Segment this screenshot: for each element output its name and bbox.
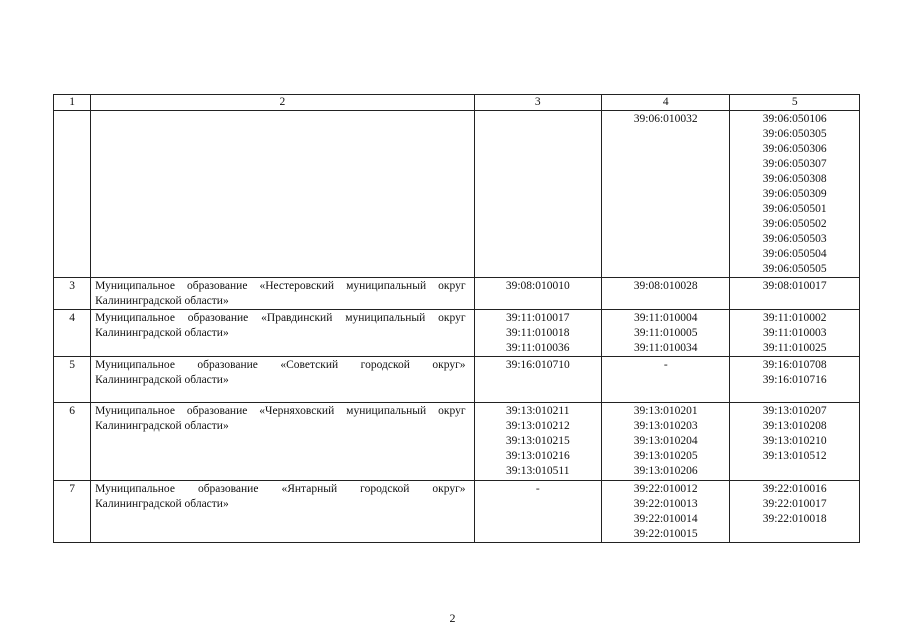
row-number: 4 xyxy=(54,310,91,357)
cadastral-cell-col3 xyxy=(474,357,601,403)
cadastral-code: 39:22:010014 xyxy=(633,513,698,525)
cadastral-code: 39:16:010710 xyxy=(505,359,570,371)
header-col-3: 3 xyxy=(474,95,601,111)
header-col-5: 5 xyxy=(730,95,860,111)
cadastral-code: 39:22:010013 xyxy=(633,498,698,510)
cadastral-code: 39:22:010016 xyxy=(762,483,827,495)
cadastral-code: 39:13:010205 xyxy=(633,450,698,462)
cadastral-cell-col5 xyxy=(730,111,860,278)
municipality-cell xyxy=(91,403,474,481)
cadastral-code: 39:11:010018 xyxy=(506,327,570,339)
header-col-2: 2 xyxy=(91,95,474,111)
cadastral-code: 39:13:010204 xyxy=(633,435,698,447)
row-number: 5 xyxy=(54,357,91,403)
cadastral-code: 39:08:010010 xyxy=(505,280,570,292)
cadastral-code: 39:22:010018 xyxy=(762,513,827,525)
municipality-cell xyxy=(91,357,474,403)
cadastral-code: 39:06:050307 xyxy=(762,158,827,170)
municipality-name: Муниципальное образование «Советский городской округ» Калининградской области» xyxy=(95,359,466,386)
cadastral-code: 39:11:010017 xyxy=(506,312,570,324)
cadastral-cell-col5 xyxy=(730,278,860,310)
cadastral-code: 39:13:010511 xyxy=(506,465,570,477)
cadastral-cell-col5 xyxy=(730,403,860,481)
cadastral-cell-col3 xyxy=(474,403,601,481)
cadastral-cell-col5 xyxy=(730,357,860,403)
cadastral-code: 39:13:010212 xyxy=(505,420,570,432)
cadastral-cell-col5 xyxy=(730,481,860,543)
cadastral-cell-col5 xyxy=(730,310,860,357)
header-col-1: 1 xyxy=(54,95,91,111)
cadastral-code: 39:13:010216 xyxy=(505,450,570,462)
municipality-cell xyxy=(91,278,474,310)
cadastral-code: 39:11:010034 xyxy=(634,342,698,354)
cadastral-code: 39:13:010512 xyxy=(762,450,827,462)
row-number xyxy=(54,111,91,278)
cadastral-code: 39:08:010028 xyxy=(633,280,698,292)
cadastral-code: 39:22:010017 xyxy=(762,498,827,510)
cadastral-cell-col3 xyxy=(474,111,601,278)
table-row xyxy=(54,310,860,357)
cadastral-cell-col3 xyxy=(474,278,601,310)
cadastral-code: 39:16:010708 xyxy=(762,359,827,371)
cadastral-code: 39:06:050308 xyxy=(762,173,827,185)
cadastral-code: 39:13:010201 xyxy=(633,405,698,417)
cadastral-cell-col4 xyxy=(602,111,730,278)
cadastral-code: 39:06:050505 xyxy=(762,263,827,275)
municipality-name: Муниципальное образование «Янтарный городской округ» Калининградской области» xyxy=(95,483,466,510)
page-number: 2 xyxy=(449,611,456,625)
cadastral-code: 39:06:050305 xyxy=(762,128,827,140)
cadastral-code: 39:13:010206 xyxy=(633,465,698,477)
cadastral-cell-col3 xyxy=(474,310,601,357)
municipality-name: Муниципальное образование «Нестеровский муниципальный округ Калининградской области» xyxy=(95,280,466,307)
cadastral-code: - xyxy=(535,483,540,495)
cadastral-cell-col4 xyxy=(602,278,730,310)
cadastral-code: 39:06:050503 xyxy=(762,233,827,245)
municipality-name: Муниципальное образование «Правдинский муниципальный округ Калининградской области» xyxy=(95,312,466,339)
cadastral-code: 39:11:010036 xyxy=(506,342,570,354)
cadastral-code: 39:06:050309 xyxy=(762,188,827,200)
municipality-cell xyxy=(91,310,474,357)
cadastral-code: 39:13:010203 xyxy=(633,420,698,432)
header-row xyxy=(54,95,860,111)
header-col-4: 4 xyxy=(602,95,730,111)
cadastral-code: 39:11:010004 xyxy=(634,312,698,324)
cadastral-code: 39:08:010017 xyxy=(762,280,827,292)
land-plots-table xyxy=(53,94,860,543)
municipality-cell xyxy=(91,111,474,278)
cadastral-cell-col4 xyxy=(602,310,730,357)
cadastral-code: 39:13:010211 xyxy=(506,405,570,417)
cadastral-code: 39:11:010003 xyxy=(763,327,827,339)
row-number: 6 xyxy=(54,403,91,481)
cadastral-code: 39:16:010716 xyxy=(762,374,827,386)
municipality-name: Муниципальное образование «Черняховский муниципальный округ Калининградской области» xyxy=(95,405,466,432)
cadastral-code: 39:11:010025 xyxy=(763,342,827,354)
cadastral-code: 39:13:010208 xyxy=(762,420,827,432)
cadastral-code: 39:06:050504 xyxy=(762,248,827,260)
municipality-cell xyxy=(91,481,474,543)
table-row xyxy=(54,481,860,543)
cadastral-cell-col3 xyxy=(474,481,601,543)
cadastral-code: 39:13:010207 xyxy=(762,405,827,417)
cadastral-code: 39:11:010002 xyxy=(763,312,827,324)
cadastral-cell-col4 xyxy=(602,403,730,481)
cadastral-code: 39:06:050106 xyxy=(762,113,827,125)
cadastral-code: 39:06:050501 xyxy=(762,203,827,215)
row-number: 7 xyxy=(54,481,91,543)
table-row xyxy=(54,403,860,481)
cadastral-code: - xyxy=(663,359,668,371)
cadastral-code: 39:06:050306 xyxy=(762,143,827,155)
table-body xyxy=(54,111,860,543)
cadastral-code: 39:06:050502 xyxy=(762,218,827,230)
row-number: 3 xyxy=(54,278,91,310)
cadastral-code: 39:13:010210 xyxy=(762,435,827,447)
cadastral-cell-col4 xyxy=(602,481,730,543)
cadastral-code: 39:11:010005 xyxy=(634,327,698,339)
cadastral-code: 39:22:010015 xyxy=(633,528,698,540)
table-row xyxy=(54,278,860,310)
cadastral-code: 39:13:010215 xyxy=(505,435,570,447)
table-row xyxy=(54,111,860,278)
cadastral-code: 39:22:010012 xyxy=(633,483,698,495)
cadastral-cell-col4 xyxy=(602,357,730,403)
cadastral-code: 39:06:010032 xyxy=(633,113,698,125)
table-row xyxy=(54,357,860,403)
